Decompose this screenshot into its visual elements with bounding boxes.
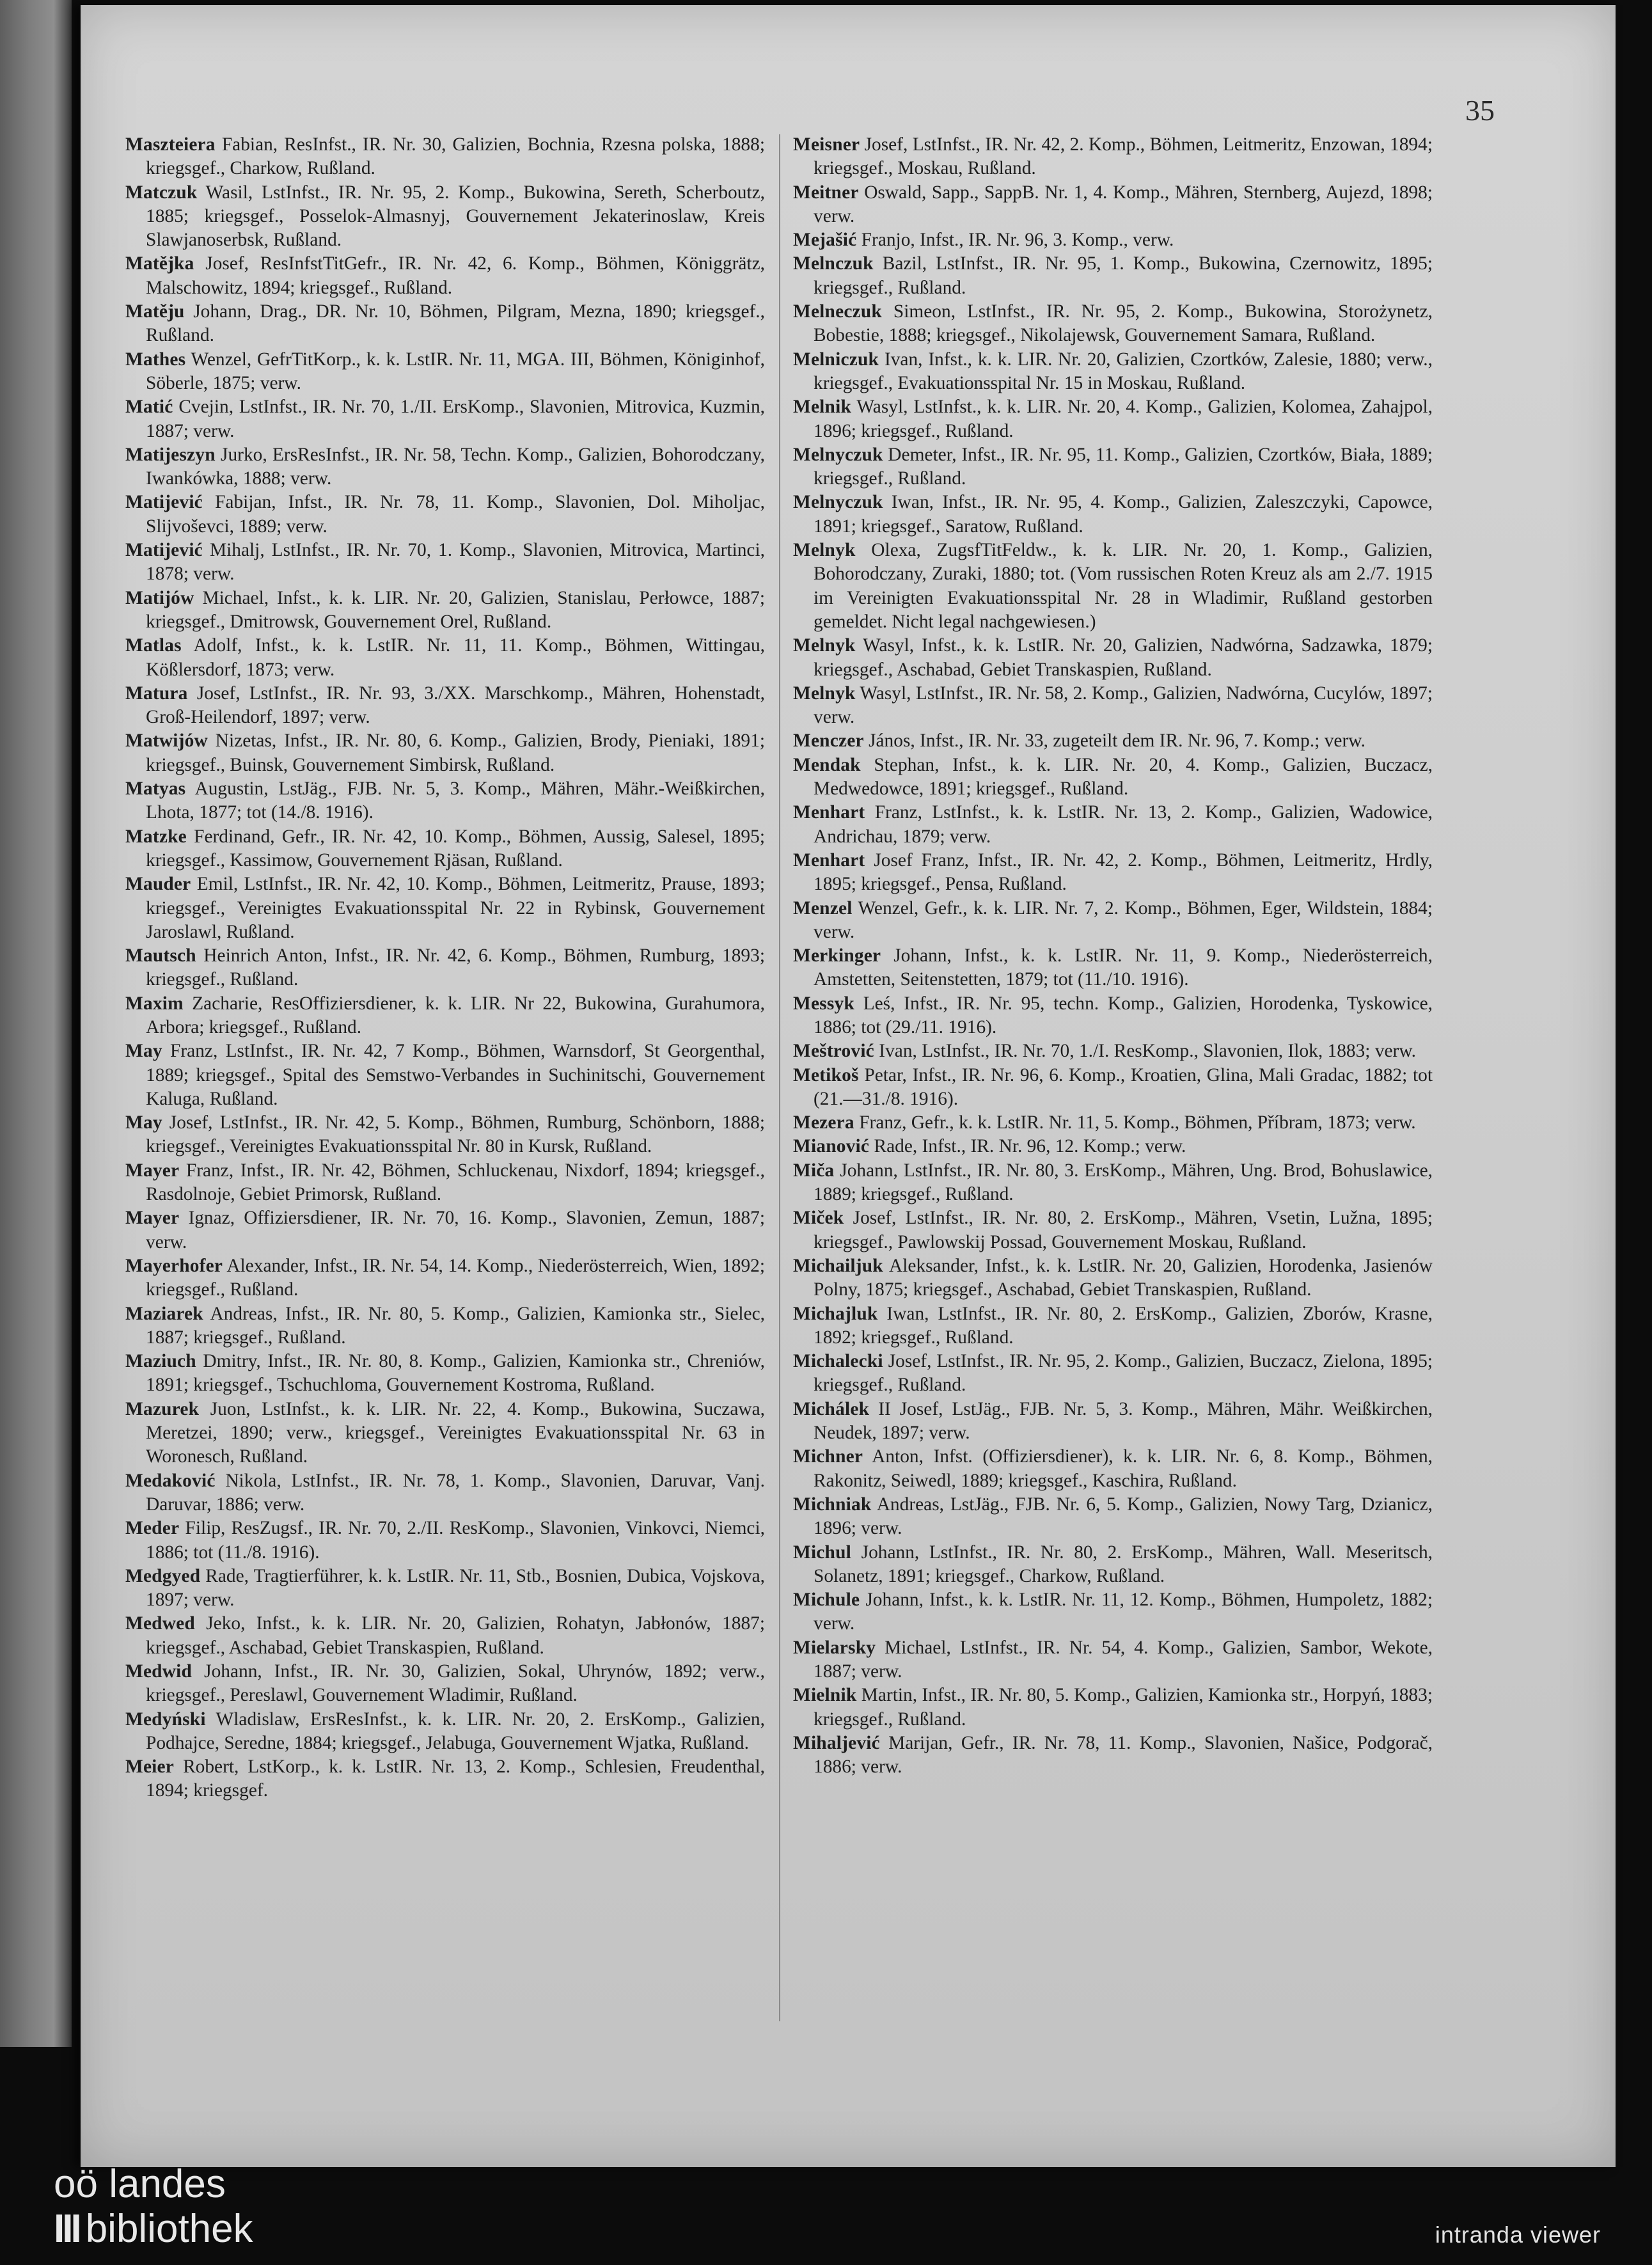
entry-details: Aleksander, Infst., k. k. LstIR. Nr. 20, Galizien, Horodenka, Jasienów Polny, 1875; kriegsgef., Aschabad, Gebiet Transkaspien, Rußland. [814,1255,1433,1300]
entry-details: Heinrich Anton, Infst., IR. Nr. 42, 6. Komp., Böhmen, Rumburg, 1893; kriegsgef., Rußland. [146,945,765,990]
register-entry [793,1135,1433,1158]
entry-surname: Michálek [793,1398,870,1419]
register-entry [125,777,765,825]
entry-surname: Matwijów [125,730,208,752]
register-entry [793,539,1433,634]
entry-surname: Melneczuk [793,301,882,322]
entry-details: Josef, LstInfst., IR. Nr. 42, 5. Komp., Böhmen, Rumburg, Schönborn, 1888; kriegsgef., Vereinigtes Evakuationsspital Nr. 80 in Kursk, Rußland. [146,1112,765,1157]
entry-surname: Meštrović [793,1041,874,1062]
entry-details: Marijan, Gefr., IR. Nr. 78, 11. Komp., Slavonien, Našice, Podgorač, 1886; verw. [814,1732,1433,1778]
register-entry [793,1159,1433,1207]
entry-details: II Josef, LstJäg., FJB. Nr. 5, 3. Komp., Mähren, Mähr. Weißkirchen, Neudek, 1897; verw. [814,1398,1433,1444]
entry-surname: Michalecki [793,1351,883,1372]
entry-details: Petar, Infst., IR. Nr. 96, 6. Komp., Kroatien, Glina, Mali Gradac, 1882; tot (21.—31./8. 1916). [814,1064,1433,1109]
entry-surname: Michner [793,1446,863,1467]
register-entry [125,1708,765,1756]
entry-surname: Medwed [125,1613,195,1634]
entry-details: Rade, Infst., IR. Nr. 96, 12. Komp.; verw. [874,1136,1186,1157]
register-entry [793,1398,1433,1446]
logo-line-1: oö landes [54,2162,226,2206]
entry-details: Johann, Drag., DR. Nr. 10, Böhmen, Pilgram, Mezna, 1890; kriegsgef., Rußland. [146,301,765,346]
entry-surname: Matić [125,397,173,418]
entry-details: Alexander, Infst., IR. Nr. 54, 14. Komp., Niederösterreich, Wien, 1892; kriegsgef., Rußland. [146,1255,765,1300]
entry-details: Filip, ResZugsf., IR. Nr. 70, 2./II. ResKomp., Slavonien, Vinkovci, Niemci, 1886; tot (11./8. 1916). [146,1518,765,1563]
entry-details: Simeon, LstInfst., IR. Nr. 95, 2. Komp., Bukowina, Storożynetz, Bobestie, 1888; kriegsgef., Nikolajewsk, Gouvernement Samara, Rußland. [814,301,1433,346]
entry-surname: Mendak [793,754,861,775]
viewer-brand-label[interactable]: intranda viewer [1435,2222,1601,2248]
register-entry [793,1541,1433,1589]
entry-details: Johann, Infst., IR. Nr. 30, Galizien, Sokal, Uhrynów, 1892; verw., kriegsgef., Pereslawl, Gouvernement Wladimir, Rußland. [146,1661,765,1706]
entry-details: Josef, ResInfstTitGefr., IR. Nr. 42, 6. Komp., Böhmen, Königgrätz, Malschowitz, 1894; kriegsgef., Rußland. [146,253,765,298]
entry-surname: Melnyk [793,683,856,704]
entry-surname: Meisner [793,134,860,155]
register-entry [793,1732,1433,1780]
register-entry [793,1350,1433,1398]
register-entry [125,1755,765,1803]
entry-details: Franz, Infst., IR. Nr. 42, Böhmen, Schluckenau, Nixdorf, 1894; kriegsgef., Rasdolnoje, Gebiet Primorsk, Rußland. [146,1160,765,1205]
register-entry [125,825,765,873]
entry-surname: Matlas [125,635,182,656]
entry-details: Olexa, ZugsfTitFeldw., k. k. LIR. Nr. 20, 1. Komp., Galizien, Bohorodczany, Zuraki, 1880; tot. (Vom russischen Roten Kreuz als am 2./7. 1915 im Vereinigten Evakuationsspital Nr. 28 in Wladimir, Rußland gestorben gemeldet. Nicht legal nachgewiesen.) [814,540,1433,632]
register-entry [125,491,765,539]
register-entry [793,1206,1433,1254]
entry-surname: Medaković [125,1470,216,1491]
register-entry [125,587,765,635]
entry-surname: Matijów [125,587,194,608]
entry-surname: Meier [125,1756,175,1778]
register-entry [125,1660,765,1708]
register-entry [125,348,765,396]
register-entry [125,1302,765,1350]
entry-surname: Melnyk [793,635,856,656]
entry-surname: Michul [793,1542,852,1563]
entry-surname: Meder [125,1518,180,1539]
entry-details: Josef, LstInfst., IR. Nr. 42, 2. Komp., Böhmen, Leitmeritz, Enzowan, 1894; kriegsgef., Moskau, Rußland. [814,134,1433,179]
entry-surname: Mielnik [793,1685,857,1706]
entry-details: Michael, LstInfst., IR. Nr. 54, 4. Komp., Galizien, Sambor, Wekote, 1887; verw. [814,1637,1433,1682]
register-entry [793,1636,1433,1684]
register-entry [793,348,1433,396]
entry-surname: Maziarek [125,1303,203,1324]
entry-details: Johann, LstInfst., IR. Nr. 80, 2. ErsKomp., Mähren, Wall. Meseritsch, Solanetz, 1891; kriegsgef., Charkow, Rußland. [814,1542,1433,1586]
entry-surname: Menhart [793,802,865,823]
entry-surname: Mayerhofer [125,1255,223,1276]
entry-details: Franjo, Infst., IR. Nr. 96, 3. Komp., verw. [861,230,1174,251]
entry-surname: Michajluk [793,1303,878,1324]
register-entry [125,252,765,300]
entry-details: Nikola, LstInfst., IR. Nr. 78, 1. Komp., Slavonien, Daruvar, Vanj. Daruvar, 1886; verw. [146,1470,765,1515]
entry-details: Wasyl, Infst., k. k. LstIR. Nr. 20, Galizien, Nadwórna, Sadzawka, 1879; kriegsgef., Aschabad, Gebiet Transkaspien, Rußland. [814,635,1433,680]
register-entry [793,181,1433,229]
entry-surname: Matijević [125,540,203,561]
entry-details: Johann, Infst., k. k. LstIR. Nr. 11, 12. Komp., Böhmen, Humpoletz, 1882; verw. [814,1590,1433,1634]
logo-line-2: bibliothek [85,2207,253,2251]
register-entry [793,634,1433,682]
entry-surname: Medwid [125,1661,193,1682]
register-entry [793,754,1433,801]
register-entry [793,992,1433,1040]
entry-surname: Mautsch [125,945,196,967]
register-entry [793,1302,1433,1350]
register-entry [793,252,1433,300]
entry-details: Andreas, LstJäg., FJB. Nr. 6, 5. Komp., Galizien, Nowy Targ, Dzianicz, 1896; verw. [814,1494,1433,1539]
entry-surname: Mianović [793,1136,870,1157]
entry-surname: Matijeszyn [125,444,216,465]
entry-details: Ignaz, Offiziersdiener, IR. Nr. 70, 16. Komp., Slavonien, Zemun, 1887; verw. [146,1208,766,1252]
entry-surname: May [125,1041,162,1062]
entry-details: Augustin, LstJäg., FJB. Nr. 5, 3. Komp., Mähren, Mähr.-Weißkirchen, Lhota, 1877; tot (14./8. 1916). [146,778,765,823]
entry-details: Adolf, Infst., k. k. LstIR. Nr. 11, 11. Komp., Böhmen, Wittingau, Kößlersdorf, 1873; verw. [146,635,765,680]
entry-details: Ferdinand, Gefr., IR. Nr. 42, 10. Komp., Böhmen, Aussig, Salesel, 1895; kriegsgef., Kassimow, Gouvernement Rjäsan, Rußland. [146,826,765,871]
register-entry [793,1039,1433,1063]
entry-details: Zacharie, ResOffiziersdiener, k. k. LIR. Nr 22, Bukowina, Gurahumora, Arbora; kriegsgef., Rußland. [146,993,765,1038]
entry-surname: Melniczuk [793,349,879,370]
entry-details: Oswald, Sapp., SappB. Nr. 1, 4. Komp., Mähren, Sternberg, Aujezd, 1898; verw. [814,182,1433,226]
entry-surname: Melnyk [793,540,856,561]
entry-surname: Metikoš [793,1064,859,1085]
entry-surname: Matzke [125,826,187,847]
register-entry [793,1111,1433,1135]
register-entry [793,1684,1433,1732]
entry-surname: Matijević [125,492,203,513]
entry-surname: Melnyczuk [793,492,883,513]
entry-surname: Mejašić [793,230,857,251]
register-entry [125,729,765,777]
register-entry [793,228,1433,252]
entry-surname: Miček [793,1208,844,1229]
entry-details: Iwan, Infst., IR. Nr. 95, 4. Komp., Galizien, Zaleszczyki, Capowce, 1891; kriegsgef., Saratow, Rußland. [814,492,1433,537]
entry-surname: Menczer [793,730,864,752]
entry-details: Dmitry, Infst., IR. Nr. 80, 8. Komp., Galizien, Kamionka str., Chreniów, 1891; kriegsgef., Tschuchloma, Gouvernement Kostroma, Rußland. [146,1351,765,1396]
entry-details: Andreas, Infst., IR. Nr. 80, 5. Komp., Galizien, Kamionka str., Sielec, 1887; kriegsgef., Rußland. [146,1303,765,1348]
register-entry [125,992,765,1040]
entry-surname: Matyas [125,778,186,800]
register-entry [793,1445,1433,1493]
entry-details: Franz, LstInfst., IR. Nr. 42, 7 Komp., Böhmen, Warnsdorf, St Georgenthal, 1889; kriegsgef., Spital des Semstwo-Verbandes in Suchinitschi, Gouvernement Kaluga, Rußland. [146,1041,765,1109]
register-entry [125,300,765,348]
entry-details: Johann, LstInfst., IR. Nr. 80, 3. ErsKomp., Mähren, Ung. Brod, Bohuslawice, 1889; kriegsgef., Rußland. [814,1160,1433,1205]
entry-surname: Matura [125,683,188,704]
entry-surname: Merkinger [793,945,881,967]
register-entry [125,1254,765,1302]
entry-surname: Melnczuk [793,253,874,274]
register-entry [125,872,765,944]
entry-details: Fabijan, Infst., IR. Nr. 78, 11. Komp., Slavonien, Dol. Miholjac, Slijvoševci, 1889; verw. [146,492,765,537]
entry-surname: Mihaljević [793,1732,880,1753]
register-entry [125,1111,765,1159]
entry-details: Johann, Infst., k. k. LstIR. Nr. 11, 9. Komp., Niederösterreich, Amstetten, Seitenstetten, 1879; tot (11./10. 1916). [814,945,1433,990]
entry-surname: Matějka [125,253,194,274]
entry-details: Leś, Infst., IR. Nr. 95, techn. Komp., Galizien, Horodenka, Tyskowice, 1886; tot (29./11. 1916). [814,993,1433,1038]
logo-bars-icon: III [54,2207,79,2251]
entry-details: Wasyl, LstInfst., k. k. LIR. Nr. 20, 4. Komp., Galizien, Kolomea, Zahajpol, 1896; kriegsgef., Rußland. [814,397,1433,441]
entry-details: Franz, Gefr., k. k. LstIR. Nr. 11, 5. Komp., Böhmen, Příbram, 1873; verw. [859,1112,1416,1133]
entry-surname: Menzel [793,897,853,919]
entry-surname: Matěju [125,301,185,322]
register-entry [793,729,1433,753]
register-entry [125,1350,765,1398]
entry-details: Juon, LstInfst., k. k. LIR. Nr. 22, 4. Komp., Bukowina, Suczawa, Meretzei, 1890; verw., kriegsgef., Vereinigtes Evakuationsspital Nr. 63 in Woronesch, Rußland. [146,1398,765,1467]
entry-surname: Melnik [793,397,852,418]
register-entry [793,395,1433,443]
register-entry [793,1493,1433,1541]
entry-surname: May [125,1112,162,1133]
register-entry [125,181,765,253]
entry-surname: Michailjuk [793,1255,883,1276]
register-entry [793,1254,1433,1302]
entry-surname: Medyński [125,1709,206,1730]
entry-surname: Meitner [793,182,859,203]
entry-surname: Mauder [125,874,191,895]
register-entry [125,1517,765,1565]
register-entry [125,1469,765,1517]
register-entry [793,801,1433,849]
register-entry [125,944,765,992]
register-entry [793,443,1433,491]
left-column [125,133,765,1803]
entry-details: Cvejin, LstInfst., IR. Nr. 70, 1./II. ErsKomp., Slavonien, Mitrovica, Kuzmin, 1887; verw. [146,397,765,441]
entry-details: Jeko, Infst., k. k. LIR. Nr. 20, Galizien, Rohatyn, Jabłonów, 1887; kriegsgef., Aschabad, Gebiet Transkaspien, Rußland. [146,1613,765,1658]
entry-surname: Medgyed [125,1565,201,1586]
column-divider [779,134,780,2021]
entry-details: Wenzel, Gefr., k. k. LIR. Nr. 7, 2. Komp., Böhmen, Eger, Wildstein, 1884; verw. [814,897,1433,942]
register-entry [793,944,1433,992]
entry-surname: Messyk [793,993,854,1014]
entry-details: Franz, LstInfst., k. k. LstIR. Nr. 13, 2. Komp., Galizien, Wadowice, Andrichau, 1879; verw. [814,802,1433,847]
entry-surname: Maszteiera [125,134,216,155]
entry-details: Michael, Infst., k. k. LIR. Nr. 20, Galizien, Stanislau, Perłowce, 1887; kriegsgef., Dmitrowsk, Gouvernement Orel, Rußland. [146,587,765,632]
entry-details: Wenzel, GefrTitKorp., k. k. LstIR. Nr. 11, MGA. III, Böhmen, Königinhof, Söberle, 1875; verw. [146,349,765,393]
entry-details: Emil, LstInfst., IR. Nr. 42, 10. Komp., Böhmen, Leitmeritz, Prause, 1893; kriegsgef., Vereinigtes Evakuationsspital Nr. 22 in Rybinsk, Gouvernement Jaroslawl, Rußland. [146,874,765,942]
register-entry [125,1039,765,1111]
entry-details: János, Infst., IR. Nr. 33, zugeteilt dem IR. Nr. 96, 7. Komp.; verw. [869,730,1365,752]
entry-details: Wasyl, LstInfst., IR. Nr. 58, 2. Komp., Galizien, Nadwórna, Cucylów, 1897; verw. [814,683,1433,728]
register-entry [793,1064,1433,1112]
register-entry [793,682,1433,730]
entry-details: Robert, LstKorp., k. k. LstIR. Nr. 13, 2. Komp., Schlesien, Freudenthal, 1894; kriegsgef. [146,1756,765,1801]
register-entry [125,539,765,587]
entry-details: Nizetas, Infst., IR. Nr. 80, 6. Komp., Galizien, Brody, Pieniaki, 1891; kriegsgef., Buinsk, Gouvernement Simbirsk, Rußland. [146,730,765,775]
entry-details: Wasil, LstInfst., IR. Nr. 95, 2. Komp., Bukowina, Sereth, Scherboutz, 1885; kriegsgef., Posselok-Almasnyj, Gouvernement Jekaterinoslaw, Kreis Slawjanoserbsk, Rußland. [146,182,765,251]
register-entry [125,634,765,682]
register-entry [125,443,765,491]
entry-details: Bazil, LstInfst., IR. Nr. 95, 1. Komp., Bukowina, Czernowitz, 1895; kriegsgef., Rußland. [814,253,1433,298]
register-entry [125,1206,765,1254]
entry-details: Mihalj, LstInfst., IR. Nr. 70, 1. Komp., Slavonien, Mitrovica, Martinci, 1878; verw. [146,540,765,585]
register-entry [125,682,765,730]
entry-details: Iwan, LstInfst., IR. Nr. 80, 2. ErsKomp., Galizien, Zborów, Krasne, 1892; kriegsgef., Rußland. [814,1303,1433,1348]
register-entry [793,849,1433,897]
entry-surname: Maziuch [125,1351,196,1372]
entry-details: Demeter, Infst., IR. Nr. 95, 11. Komp., Galizien, Czortków, Biała, 1889; kriegsgef., Rußland. [814,444,1433,489]
register-entry [793,300,1433,348]
entry-surname: Miča [793,1160,835,1181]
entry-details: Martin, Infst., IR. Nr. 80, 5. Komp., Galizien, Kamionka str., Horpyń, 1883; kriegsgef., Rußland. [814,1685,1433,1730]
entry-surname: Maxim [125,993,184,1014]
entry-details: Ivan, LstInfst., IR. Nr. 70, 1./I. ResKomp., Slavonien, Ilok, 1883; verw. [879,1041,1417,1062]
entry-surname: Matczuk [125,182,198,203]
register-entry [125,1398,765,1469]
entry-surname: Mezera [793,1112,854,1133]
entry-details: Josef, LstInfst., IR. Nr. 80, 2. ErsKomp., Mähren, Vsetin, Lužna, 1895; kriegsgef., Pawlowskij Possad, Gouvernement Moskau, Rußland. [814,1208,1433,1252]
entry-details: Stephan, Infst., k. k. LIR. Nr. 20, 4. Komp., Galizien, Buczacz, Medwedowce, 1891; kriegsgef., Rußland. [814,754,1433,800]
entry-surname: Mazurek [125,1398,200,1419]
entry-details: Wladislaw, ErsResInfst., k. k. LIR. Nr. 20, 2. ErsKomp., Galizien, Podhajce, Seredne, 1884; kriegsgef., Jelabuga, Gouvernement Wjatka, Rußland. [146,1709,765,1753]
entry-surname: Melnyczuk [793,444,883,465]
register-entry [793,133,1433,181]
entry-surname: Mathes [125,349,186,370]
entry-surname: Mielarsky [793,1637,876,1658]
entry-surname: Michniak [793,1494,872,1515]
entry-details: Josef Franz, Infst., IR. Nr. 42, 2. Komp., Böhmen, Leitmeritz, Hrdly, 1895; kriegsgef., Pensa, Rußland. [814,849,1433,895]
register-entry [125,395,765,443]
entry-details: Josef, LstInfst., IR. Nr. 93, 3./XX. Marschkomp., Mähren, Hohenstadt, Groß-Heilendorf, 1897; verw. [146,683,765,728]
entry-surname: Mayer [125,1208,180,1229]
entry-surname: Michule [793,1590,860,1611]
entry-details: Jurko, ErsResInfst., IR. Nr. 58, Techn. Komp., Galizien, Bohorodczany, Iwankówka, 1888; verw. [146,444,765,489]
previous-page-edge [0,0,72,2047]
register-entry [793,897,1433,945]
right-column [793,133,1433,1779]
register-entry [125,1159,765,1207]
register-entry [125,1612,765,1660]
entry-details: Fabian, ResInfst., IR. Nr. 30, Galizien, Bochnia, Rzesna polska, 1888; kriegsgef., Charkow, Rußland. [146,134,765,179]
entry-surname: Mayer [125,1160,180,1181]
entry-details: Rade, Tragtierführer, k. k. LstIR. Nr. 11, Stb., Bosnien, Dubica, Vojskova, 1897; verw. [146,1565,765,1611]
entry-details: Josef, LstInfst., IR. Nr. 95, 2. Komp., Galizien, Buczacz, Zielona, 1895; kriegsgef., Rußland. [814,1351,1433,1396]
entry-surname: Menhart [793,849,865,871]
entry-details: Ivan, Infst., k. k. LIR. Nr. 20, Galizien, Czortków, Zalesie, 1880; verw., kriegsgef., Evakuationsspital Nr. 15 in Moskau, Rußland. [814,349,1433,393]
register-entry [125,1565,765,1613]
entry-details: Anton, Infst. (Offiziersdiener), k. k. LIR. Nr. 6, 8. Komp., Böhmen, Rakonitz, Seiwedl, 1889; kriegsgef., Kaschira, Rußland. [814,1446,1433,1491]
register-entry [793,1588,1433,1636]
library-logo[interactable] [54,2162,253,2252]
register-entry [793,491,1433,539]
register-entry [125,133,765,181]
page-number: 35 [1465,94,1495,127]
